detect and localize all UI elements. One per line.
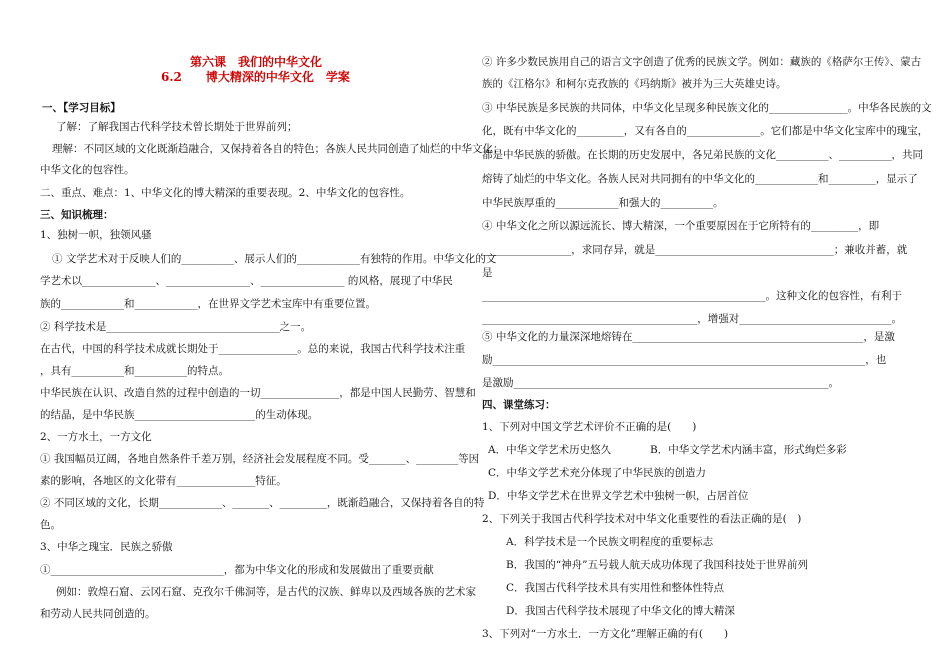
left-text-line: 6.2 博大精深的中华文化 学案 bbox=[161, 70, 350, 84]
right-text-line: 1、下列对中国文学艺术评价不正确的是( ) bbox=[482, 421, 697, 433]
right-text-line: 是 bbox=[482, 267, 493, 279]
right-text-line: D．我国古代科学技术展现了中华文化的博大精深 bbox=[506, 605, 735, 617]
right-text-line: 都是中华民族的骄傲。在长期的历史发展中，各兄弟民族的文化__________、__________，共同 bbox=[482, 149, 923, 161]
right-text-line: ______________________________________________________。这种文化的包容性，有利于 bbox=[482, 290, 902, 302]
right-text-line: ④ 中华文化之所以源远流长、博大精深，一个重要原因在于它所特有的_________，即 bbox=[482, 220, 880, 232]
right-text-line: 四、课堂练习： bbox=[482, 399, 556, 411]
right-text-line: ③ 中华民族是多民族的共同体，中华文化呈现多种民族文化的_______________。中华各民族的文 bbox=[482, 102, 932, 114]
right-text-line: B．我国的“神舟”五号载人航天成功体现了我国科技处于世界前列 bbox=[506, 559, 808, 571]
left-text-line: 1、独树一帜，独领风骚 bbox=[40, 229, 152, 241]
right-text-line: _________________，求同存异，就是__________________________________；兼收并蓄，就 bbox=[482, 244, 908, 256]
right-text-line: 熔铸了灿烂的中华文化。各族人民对共同拥有的中华文化的____________和_________，显示了 bbox=[482, 173, 918, 185]
right-text-line: 化，既有中华文化的_________，又有各自的______________。它们都是中华文化宝库中的瑰宝， bbox=[482, 125, 929, 137]
right-text-line: 3、下列对“一方水土．一方文化”理解正确的有( ) bbox=[482, 628, 729, 640]
right-text-line: 是激励____________________________________________________________。 bbox=[482, 377, 839, 389]
right-text-line: D．中华文学艺术在世界文学艺术中独树一帜，占居首位 bbox=[488, 490, 749, 502]
right-text-line: ② 许多少数民族用自己的语言文字创造了优秀的民族文学。例如：藏族的《格萨尔王传》、蒙古 bbox=[482, 56, 922, 68]
right-text-line: A．中华文学艺术历史悠久 bbox=[488, 444, 612, 456]
left-text-line: 色。 bbox=[40, 519, 61, 531]
left-text-line: 学艺术以______________、________________、________________ 的风格，展现了中华民 bbox=[40, 275, 453, 287]
right-text-line: C．中华文学艺术充分体现了中华民族的创造力 bbox=[488, 467, 707, 479]
left-text-line: ② 科学技术是_________________________________之一。 bbox=[40, 321, 312, 333]
left-text-line: 三、知识梳理： bbox=[40, 209, 114, 221]
left-text-line: 和劳动人民共同创造的。 bbox=[40, 608, 156, 620]
right-text-line: 励_______________________________________________________________________，也 bbox=[482, 354, 887, 366]
left-text-line: ，具有__________和__________的特点。 bbox=[40, 365, 229, 377]
left-text-line: 2、一方水土，一方文化 bbox=[40, 431, 152, 443]
left-text-line: 了解：了解我国古代科学技术曾长期处于世界前列； bbox=[56, 121, 298, 133]
left-text-line: ① 文学艺术对于反映人们的__________、展示人们的____________有独特的作用。中华文化的文 bbox=[52, 253, 497, 265]
left-text-line: ①_________________________________，都为中华文化的形成和发展做出了重要贡献 bbox=[40, 564, 434, 576]
right-text-line: _________________________________________，增强对_____________________________。 bbox=[482, 313, 902, 325]
left-text-line: 中华民族在认识、改造自然的过程中创造的一切_______________，都是中国人民勤劳、智慧和 bbox=[40, 387, 476, 399]
left-text-line: 族的____________和____________，在世界文学艺术宝库中有重要位置。 bbox=[40, 298, 376, 310]
right-text-line: 中华民族厚重的____________和强大的__________。 bbox=[482, 197, 724, 209]
right-text-line: 族的《江格尔》和柯尔克孜族的《玛纳斯》被并为三大英雄史诗。 bbox=[482, 78, 787, 90]
right-text-line: 2、下列关于我国古代科学技术对中华文化重要性的看法正确的是( ) bbox=[482, 513, 802, 525]
left-text-line: 3、中华之瑰宝．民族之骄傲 bbox=[40, 541, 173, 553]
right-text-line: ⑤ 中华文化的力量深深地熔铸在____________________________________________，是激 bbox=[482, 331, 895, 343]
left-text-line: 第六课 我们的中华文化 bbox=[190, 55, 323, 69]
left-text-line: 的结晶，是中华民族_______________________的生动体现。 bbox=[40, 409, 319, 421]
left-text-line: 素的影响，各地区的文化带有_______________特征。 bbox=[40, 475, 287, 487]
left-text-line: 二、重点、难点：1、中华文化的博大精深的重要表现。2、中华文化的包容性。 bbox=[40, 187, 411, 199]
left-text-line: 例如：敦煌石窟、云冈石窟、克孜尔千佛洞等，是古代的汉族、鲜卑以及西域各族的艺术家 bbox=[56, 586, 476, 598]
right-text-line: C．我国古代科学技术具有实用性和整体性特点 bbox=[506, 582, 725, 594]
left-text-line: 中华文化的包容性。 bbox=[40, 164, 135, 176]
left-text-line: 在古代，中国的科学技术成就长期处于_______________。总的来说，我国古代科学技术注重 bbox=[40, 343, 466, 355]
right-text-line: B．中华文学艺术内涵丰富，形式绚烂多彩 bbox=[650, 444, 847, 456]
left-text-line: ② 不同区域的文化，长期____________、_______、_________，既渐趋融合，又保持着各自的特 bbox=[40, 497, 485, 509]
left-text-line: 理解：不同区域的文化既渐趋融合，又保持着各自的特色；各族人民共同创造了灿烂的中华文化； bbox=[52, 143, 504, 155]
right-text-line: A．科学技术是一个民族文明程度的重要标志 bbox=[506, 536, 714, 548]
left-text-line: ① 我国幅员辽阔，各地自然条件千差万别，经济社会发展程度不同。受_______、________等因 bbox=[40, 453, 480, 465]
left-text-line: 一、【学习目标】 bbox=[42, 102, 121, 114]
